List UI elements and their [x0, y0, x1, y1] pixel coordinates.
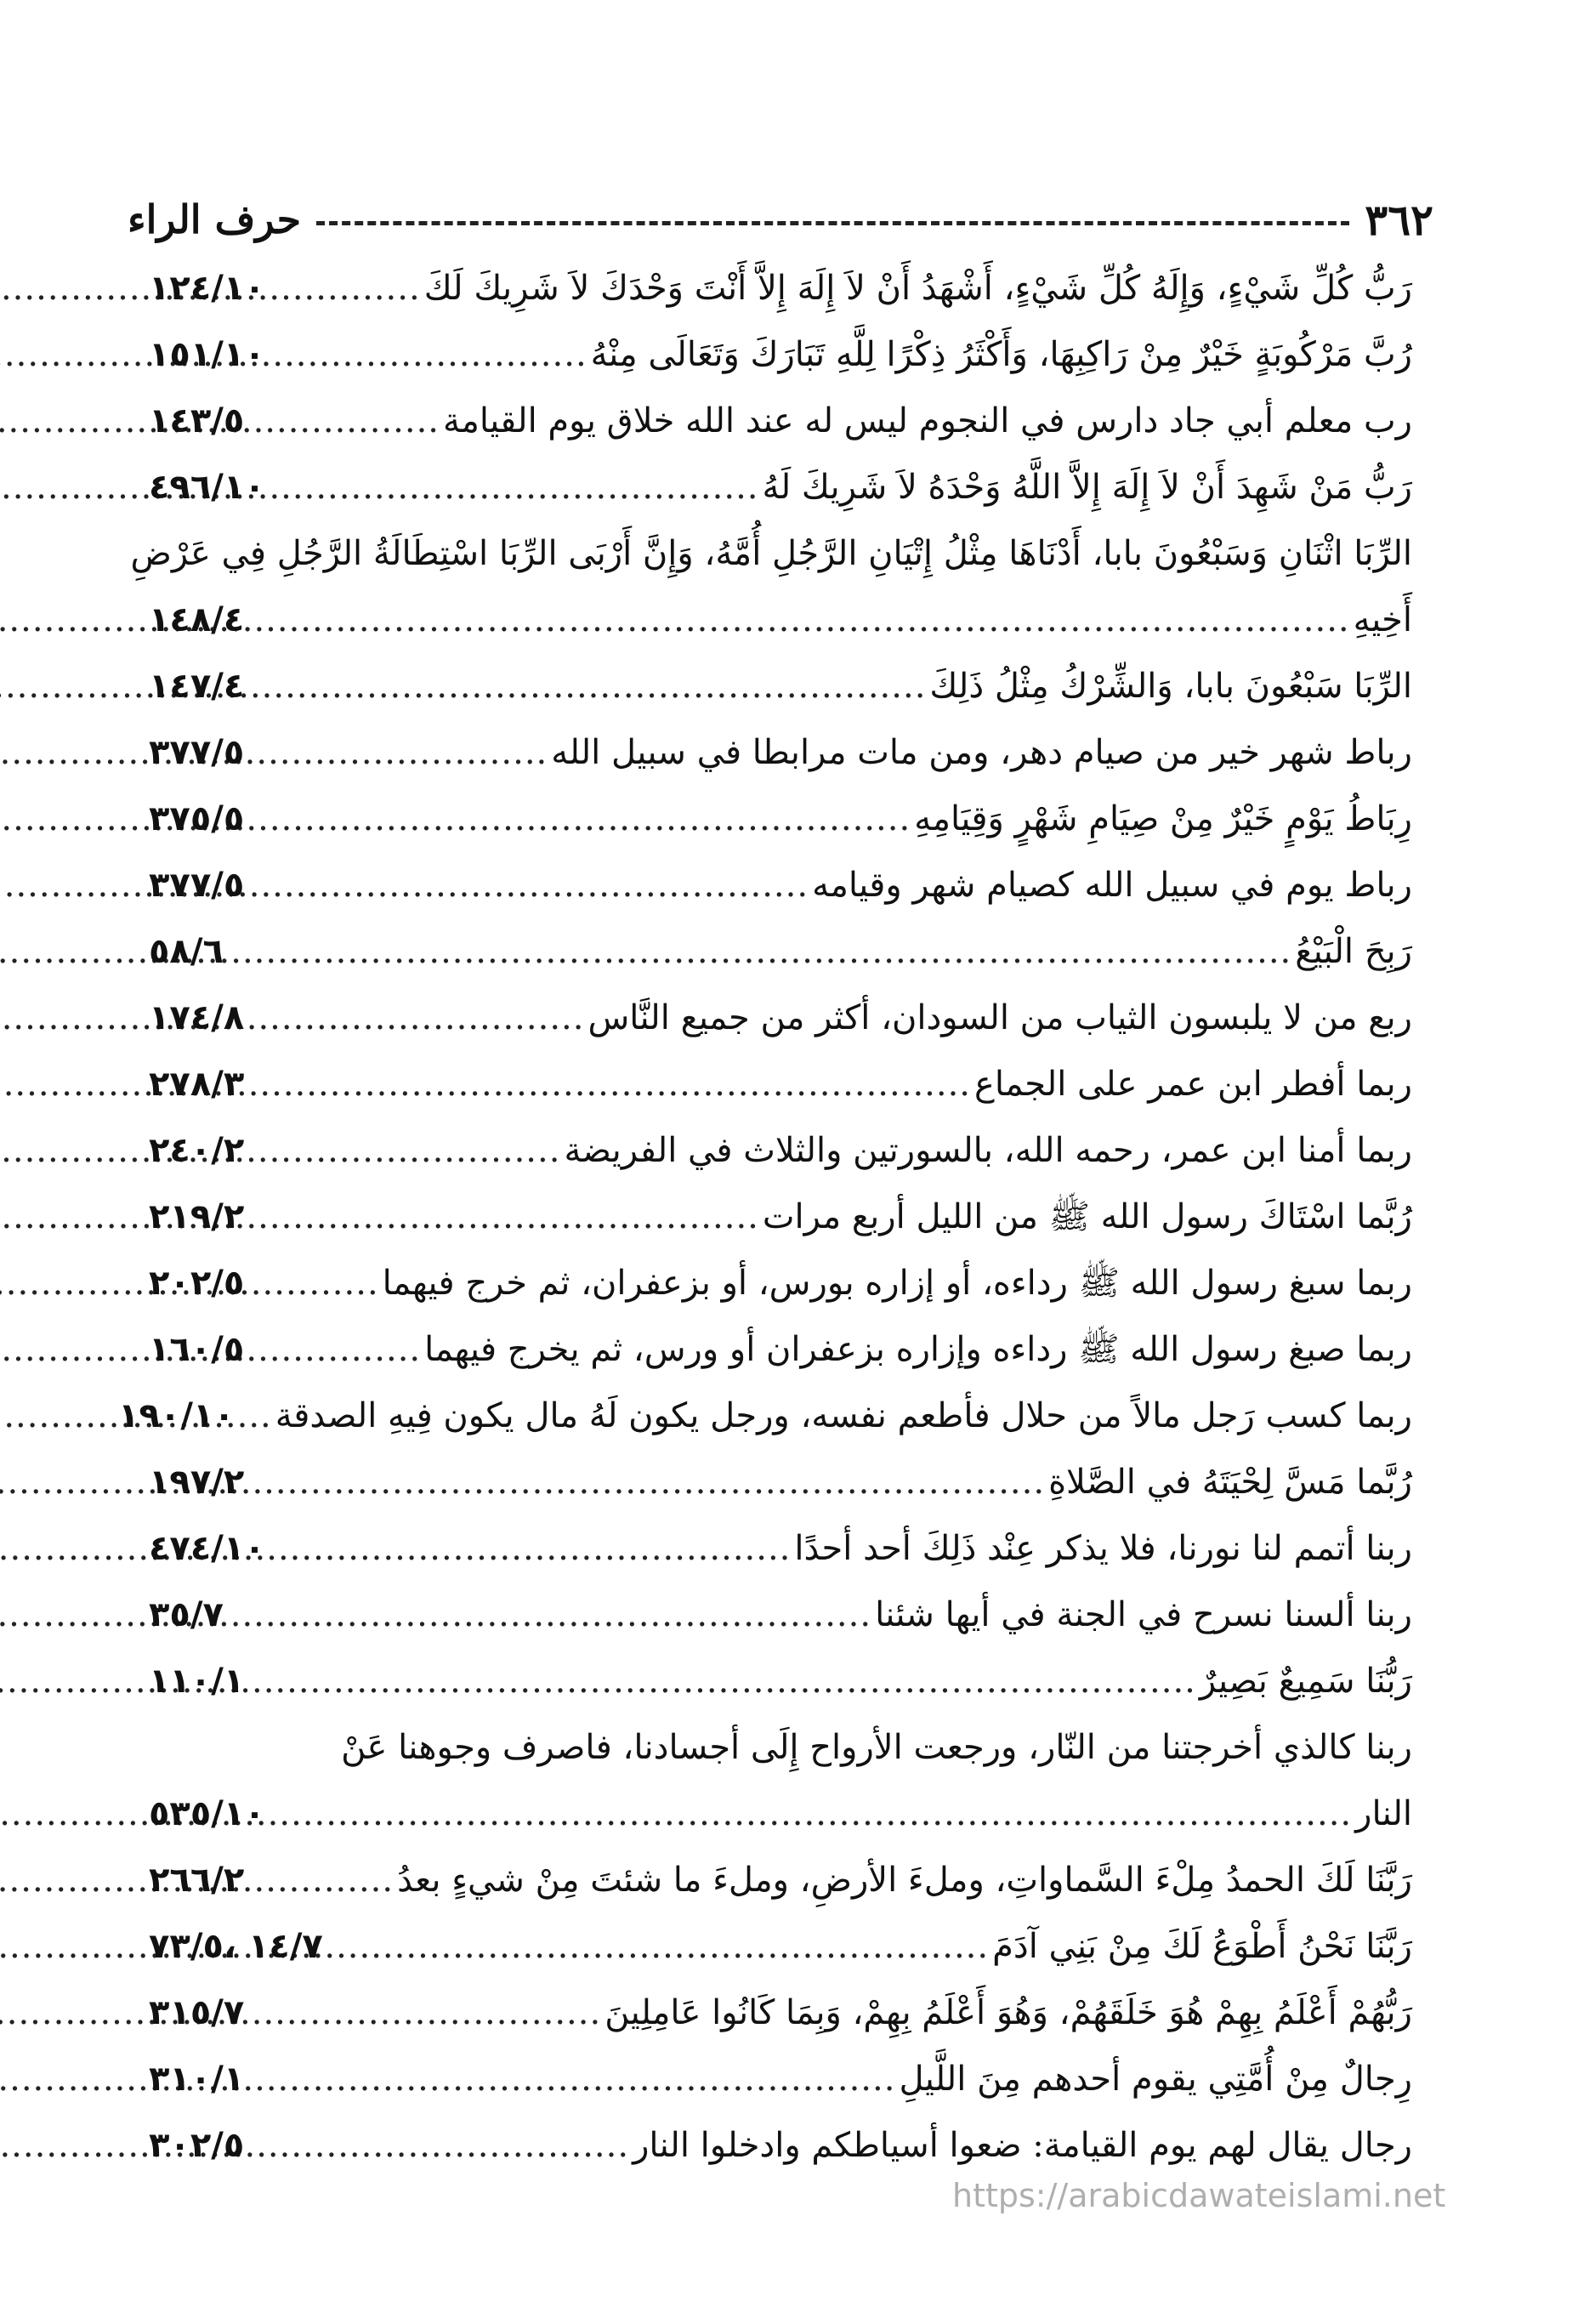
entry-text: رب معلم أبي جاد دارس في النجوم ليس له عند الله خلاق يوم القيامة — [443, 401, 1412, 440]
entry-reference: ١٩٠/١٠ — [118, 1396, 235, 1435]
header-dashed-rule — [316, 221, 1349, 225]
leader-dots — [247, 1184, 759, 1250]
entry-reference: ١٩٧/٢ — [149, 1463, 245, 1502]
leader-dots — [247, 1847, 394, 1913]
entry-reference: ٣٧٧/٥ — [149, 866, 245, 905]
entry-text: رباط شهر خير من صيام دهر، ومن مات مرابطا في سبيل الله — [551, 733, 1412, 772]
index-entry — [149, 1449, 1412, 1515]
index-entry — [149, 1117, 1412, 1184]
entry-reference: ٣٧٧/٥ — [149, 733, 245, 772]
entry-reference: ٣٠٢/٥ — [149, 2126, 245, 2165]
entry-reference: ٣٥/٧ — [149, 1595, 224, 1634]
entry-reference: ٢٠٢/٥ — [149, 1264, 245, 1303]
index-entry — [149, 1184, 1412, 1250]
index-entry — [149, 918, 1412, 985]
index-entry — [149, 2046, 1412, 2112]
leader-dots — [247, 1648, 1196, 1714]
entry-text: رَبُّنَا سَمِيعٌ بَصِيرٌ — [1199, 1662, 1412, 1701]
leader-dots — [247, 2112, 629, 2179]
leader-dots — [247, 719, 548, 786]
index-entry — [149, 1913, 1412, 1980]
leader-dots — [326, 1913, 989, 1980]
entry-text: رباط يوم في سبيل الله كصيام شهر وقيامه — [812, 866, 1412, 905]
entry-reference: ١٦٠/٥ — [149, 1330, 245, 1369]
leader-dots — [247, 1250, 378, 1316]
entry-reference: ١١٠/١ — [149, 1662, 245, 1701]
index-entry — [149, 587, 1412, 653]
entry-reference: ٤٧٤/١٠ — [149, 1529, 265, 1568]
leader-dots — [269, 255, 421, 321]
index-entry — [149, 1515, 1412, 1582]
leader-dots — [247, 985, 584, 1051]
entry-reference: ٤٩٦/١٠ — [149, 468, 265, 507]
index-entry — [149, 321, 1412, 388]
leader-dots — [247, 1980, 601, 2046]
index-entry — [149, 388, 1412, 454]
entry-reference: ٣١٥/٧ — [149, 1993, 245, 2032]
entry-text: ربما سبغ رسول الله ﷺ رداءه، أو إزاره بورس، أو بزعفران، ثم خرج فيهما — [382, 1264, 1412, 1303]
entry-reference: ٢٦٦/٢ — [149, 1861, 245, 1900]
leader-dots — [269, 1515, 792, 1582]
entry-reference: ٥٣٥/١٠ — [149, 1794, 265, 1833]
index-entry — [149, 1250, 1412, 1316]
entry-text: ربما كسب رَجل مالاً من حلال فأطعم نفسه، ورجل يكون لَهُ مال يكون فِيهِ الصدقة — [275, 1396, 1412, 1435]
leader-dots — [247, 587, 1349, 653]
index-entry — [149, 1582, 1412, 1648]
entry-text: ربنا كالذي أخرجتنا من النّار، ورجعت الأرواح إِلَى أجسادنا، فاصرف وجوهنا عَنْ — [341, 1728, 1412, 1767]
index-entry — [149, 653, 1412, 719]
entry-text: ربما أفطر ابن عمر على الجماع — [974, 1065, 1412, 1104]
leader-dots — [247, 653, 926, 719]
entry-text: النار — [1355, 1794, 1412, 1833]
entry-text: ربع من لا يلبسون الثياب من السودان، أكثر من جميع النَّاس — [587, 998, 1412, 1037]
index-entry — [149, 1316, 1412, 1383]
index-entry — [149, 255, 1412, 321]
entry-reference: ١٤٨/٤ — [149, 600, 245, 639]
leader-dots — [269, 321, 587, 388]
entry-text: ربنا ألسنا نسرح في الجنة في أيها شئنا — [875, 1595, 1412, 1634]
entry-text: رَبِحَ الْبَيْعُ — [1295, 932, 1412, 971]
entry-reference: ١٢٤/١٠ — [149, 269, 265, 308]
entry-reference: ٣١٠/١ — [149, 2060, 245, 2099]
index-entry — [149, 1847, 1412, 1913]
entry-text: رِبَاطُ يَوْمٍ خَيْرٌ مِنْ صِيَامِ شَهْرٍ وَقِيَامِهِ — [914, 799, 1412, 838]
entry-reference: ٢٧٨/٣ — [149, 1065, 245, 1104]
entry-text: ربما صبغ رسول الله ﷺ رداءه وإزاره بزعفران أو ورس، ثم يخرج فيهما — [424, 1330, 1412, 1369]
leader-dots — [269, 454, 759, 520]
index-entry — [118, 1383, 1412, 1449]
index-entry — [149, 985, 1412, 1051]
entry-text: رجال يقال لهم يوم القيامة: ضعوا أسياطكم وادخلوا النار — [633, 2126, 1412, 2165]
index-entry — [149, 1781, 1412, 1847]
index-list — [118, 255, 1412, 2179]
entry-text: رَبُّ مَنْ شَهِدَ أَنْ لاَ إِلَهَ إِلاَّ اللَّهُ وَحْدَهُ لاَ شَرِيكَ لَهُ — [762, 468, 1412, 507]
leader-dots — [269, 1781, 1352, 1847]
entry-text: ربما أمنا ابن عمر، رحمه الله، بالسورتين والثلاث في الفريضة — [564, 1131, 1412, 1170]
leader-dots — [247, 1117, 560, 1184]
leader-dots — [227, 918, 1291, 985]
entry-text: رَبُّهُمْ أَعْلَمُ بِهِمْ هُوَ خَلَقَهُمْ، وَهُوَ أَعْلَمُ بِهِمْ، وَبِمَا كَانُوا عَامِلِينَ — [605, 1993, 1412, 2032]
index-entry — [149, 719, 1412, 786]
entry-reference: ١٤٣/٥ — [149, 401, 245, 440]
index-entry — [149, 1051, 1412, 1117]
entry-text: رَبَّنَا لَكَ الحمدُ مِلْءَ السَّماواتِ، وملءَ الأرضِ، وملءَ ما شئتَ مِنْ شيءٍ بعدُ — [397, 1861, 1412, 1900]
entry-text: رَبَّنَا نَحْنُ أَطْوَعُ لَكَ مِنْ بَنِي آدَمَ — [992, 1927, 1412, 1966]
page-header — [128, 189, 1433, 250]
entry-reference: ١٤٧/٤ — [149, 667, 245, 706]
index-entry — [149, 2112, 1412, 2179]
section-title: حرف الراء — [128, 196, 302, 242]
entry-text: رُبَّ مَرْكُوبَةٍ خَيْرٌ مِنْ رَاكِبِهَا، وَأَكْثَرُ ذِكْرًا لِلَّهِ تَبَارَكَ وَتَعَالَى مِنْهُ — [590, 335, 1412, 374]
entry-text: رُبَّما اسْتَاكَ رسول الله ﷺ من الليل أربع مرات — [762, 1197, 1412, 1236]
leader-dots — [247, 786, 911, 852]
index-entry — [149, 1714, 1412, 1781]
entry-reference: ٢٤٠/٢ — [149, 1131, 245, 1170]
entry-reference: ١٧٤/٨ — [149, 998, 245, 1037]
leader-dots — [247, 388, 440, 454]
entry-text: رَبُّ كُلِّ شَيْءٍ، وَإِلَهُ كُلِّ شَيْءٍ، أَشْهَدُ أَنْ لاَ إِلَهَ إِلاَّ أَنْتَ وَحْدَكَ لاَ شَرِيكَ لَكَ — [423, 269, 1412, 308]
entry-text: الرِّبَا سَبْعُونَ بابا، وَالشِّرْكُ مِثْلُ ذَلِكَ — [929, 667, 1412, 706]
index-entry — [149, 1980, 1412, 2046]
leader-dots — [247, 1316, 421, 1383]
entry-text: الرِّبَا اثْنَانِ وَسَبْعُونَ بابا، أَدْنَاهَا مِثْلُ إِتْيَانِ الرَّجُلِ أُمَّهُ، وَإِنَّ أَرْبَى الرِّبَا اسْتِطَالَةُ الرَّجُلِ فِي عَرْضِ — [130, 534, 1412, 573]
watermark-url: https://arabicdawateislami.net — [952, 2177, 1446, 2214]
index-entry — [130, 520, 1412, 587]
leader-dots — [247, 852, 809, 918]
index-entry — [149, 786, 1412, 852]
entry-text: أَخِيهِ — [1353, 600, 1412, 639]
leader-dots — [247, 1051, 971, 1117]
entry-reference: ١٤/٧ ،٧٣/٥ — [149, 1927, 323, 1966]
index-entry — [149, 454, 1412, 520]
entry-reference: ٣٧٥/٥ — [149, 799, 245, 838]
leader-dots — [238, 1383, 272, 1449]
index-entry — [149, 852, 1412, 918]
leader-dots — [247, 1449, 1045, 1515]
entry-text: رِجالٌ مِنْ أُمَّتِي يقوم أحدهم مِنَ اللَّيلِ — [899, 2060, 1412, 2099]
entry-text: رُبَّما مَسَّ لِحْيَتَهُ في الصَّلاةِ — [1048, 1463, 1412, 1502]
entry-reference: ٥٨/٦ — [149, 932, 224, 971]
leader-dots — [247, 2046, 895, 2112]
index-entry — [149, 1648, 1412, 1714]
entry-text: ربنا أتمم لنا نورنا، فلا يذكر عِنْد ذَلِكَ أحد أحدًا — [794, 1529, 1412, 1568]
entry-reference: ٢١٩/٢ — [149, 1197, 245, 1236]
page-number: ٣٦٢ — [1365, 194, 1433, 245]
entry-reference: ١٥١/١٠ — [149, 335, 265, 374]
leader-dots — [227, 1582, 871, 1648]
